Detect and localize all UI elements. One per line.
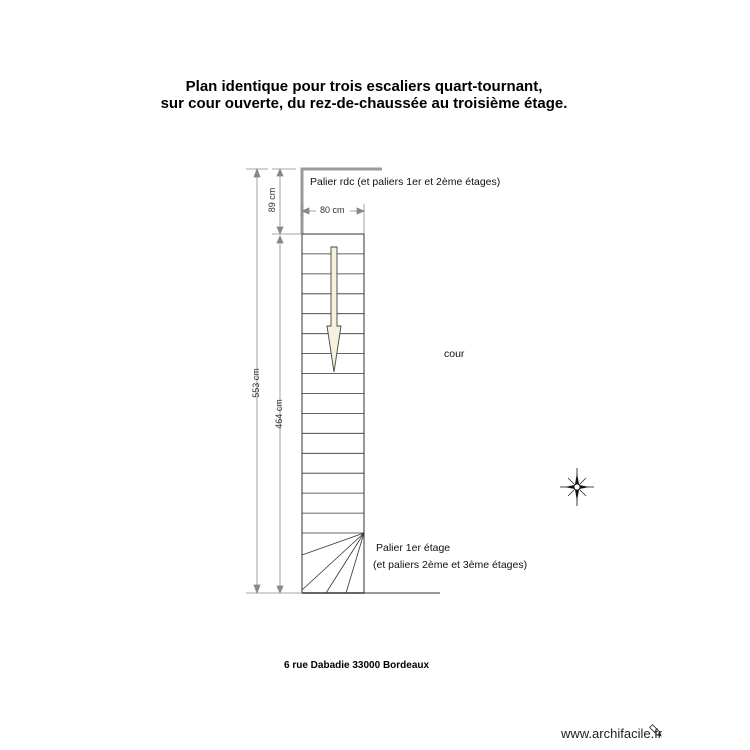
winder-line (346, 533, 364, 593)
dimension-text-stair-width: 80 cm (320, 205, 345, 215)
winder-line (302, 533, 364, 555)
staircase (302, 234, 364, 593)
plan-title-line-1: Plan identique pour trois escaliers quart-tournant, (185, 78, 543, 95)
label-palier-1er-line-1: Palier 1er étage (376, 542, 451, 554)
address: 6 rue Dabadie 33000 Bordeaux (284, 660, 430, 671)
label-palier-1er-line-2: (et paliers 2ème et 3ème étages) (373, 559, 528, 571)
label-palier-rdc: Palier rdc (et paliers 1er et 2ème étages) (310, 176, 501, 188)
plan-title-line-2: sur cour ouverte, du rez-de-chaussée au troisième étage. (160, 95, 568, 112)
watermark-site: www.archifacile.fr (561, 726, 663, 741)
label-cour: cour (444, 348, 465, 360)
winder-steps (302, 533, 364, 593)
dimension-text-landing-depth: 89 cm (267, 187, 277, 213)
dimension-text-total-height: 553 cm (251, 368, 261, 398)
dimension-text-flight-length: 464 cm (274, 399, 284, 429)
compass-rose-icon (560, 468, 594, 506)
